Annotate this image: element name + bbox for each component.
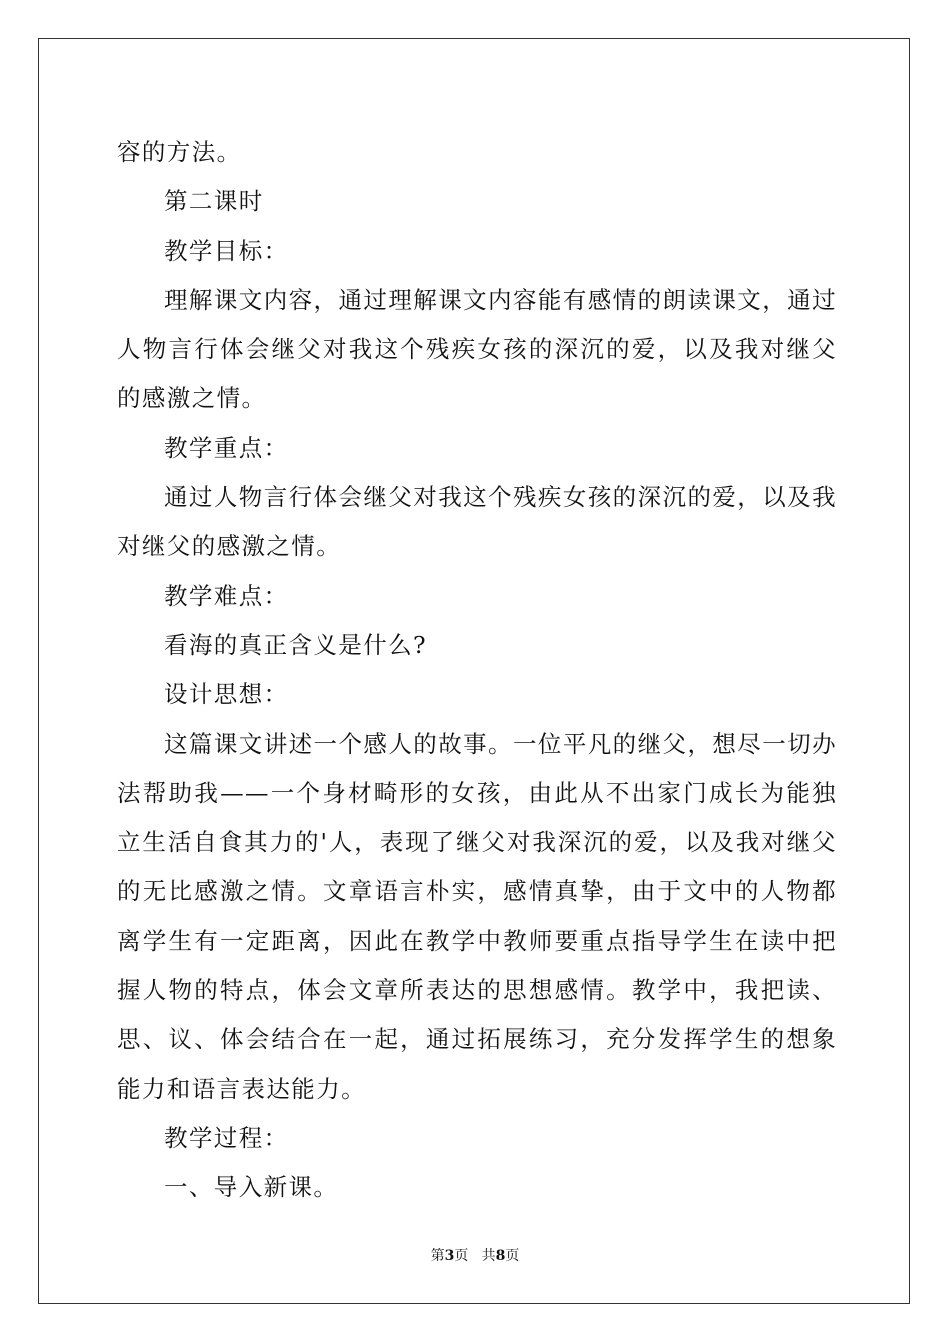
process-step-one: 一、导入新课。 xyxy=(164,1173,339,1202)
process-heading: 教学过程： xyxy=(164,1123,289,1152)
key-points-text: 通过人物言行体会继父对我这个残疾女孩的深沉的爱，以及我对继父的感激之情。 xyxy=(117,483,837,561)
total-suffix: 页 xyxy=(505,1248,520,1264)
design-heading: 设计思想： xyxy=(164,680,289,709)
objectives-text: 理解课文内容，通过理解课文内容能有感情的朗读课文，通过人物言行体会继父对我这个残疾女孩的深沉的爱，以及我对继父的感激之情。 xyxy=(117,285,837,413)
page-prefix: 第 xyxy=(430,1248,445,1264)
document-body xyxy=(117,128,837,1213)
total-prefix: 共 xyxy=(481,1248,496,1264)
objectives-heading: 教学目标： xyxy=(164,236,289,265)
paragraph-method-end: 容的方法。 xyxy=(117,138,242,166)
lesson-heading: 第二课时 xyxy=(164,187,264,216)
page-suffix: 页 xyxy=(454,1248,469,1264)
design-text: 这篇课文讲述一个感人的故事。一位平凡的继父，想尽一切办法帮助我——一个身材畸形的女孩，由此从不出家门成长为能独立生活自食其力的'人，表现了继父对我深沉的爱，以及我对继父的无比感激之情。文章语言朴实，感情真挚，由于文中的人物都离学生有一定距离，因此在教学中教师要重点指导学生在读中把握人物的特点，体会文章所表达的思想感情。教学中，我把读、思、议、体会结合在一起，通过拓展练习，充分发挥学生的想象能力和语言表达能力。 xyxy=(117,729,837,1103)
difficulties-heading: 教学难点： xyxy=(164,581,289,610)
key-points-heading: 教学重点： xyxy=(164,433,289,462)
page-footer xyxy=(0,1246,950,1266)
page-number: 3 xyxy=(444,1248,455,1264)
total-pages: 8 xyxy=(495,1248,506,1264)
difficulties-text: 看海的真正含义是什么? xyxy=(164,630,427,659)
